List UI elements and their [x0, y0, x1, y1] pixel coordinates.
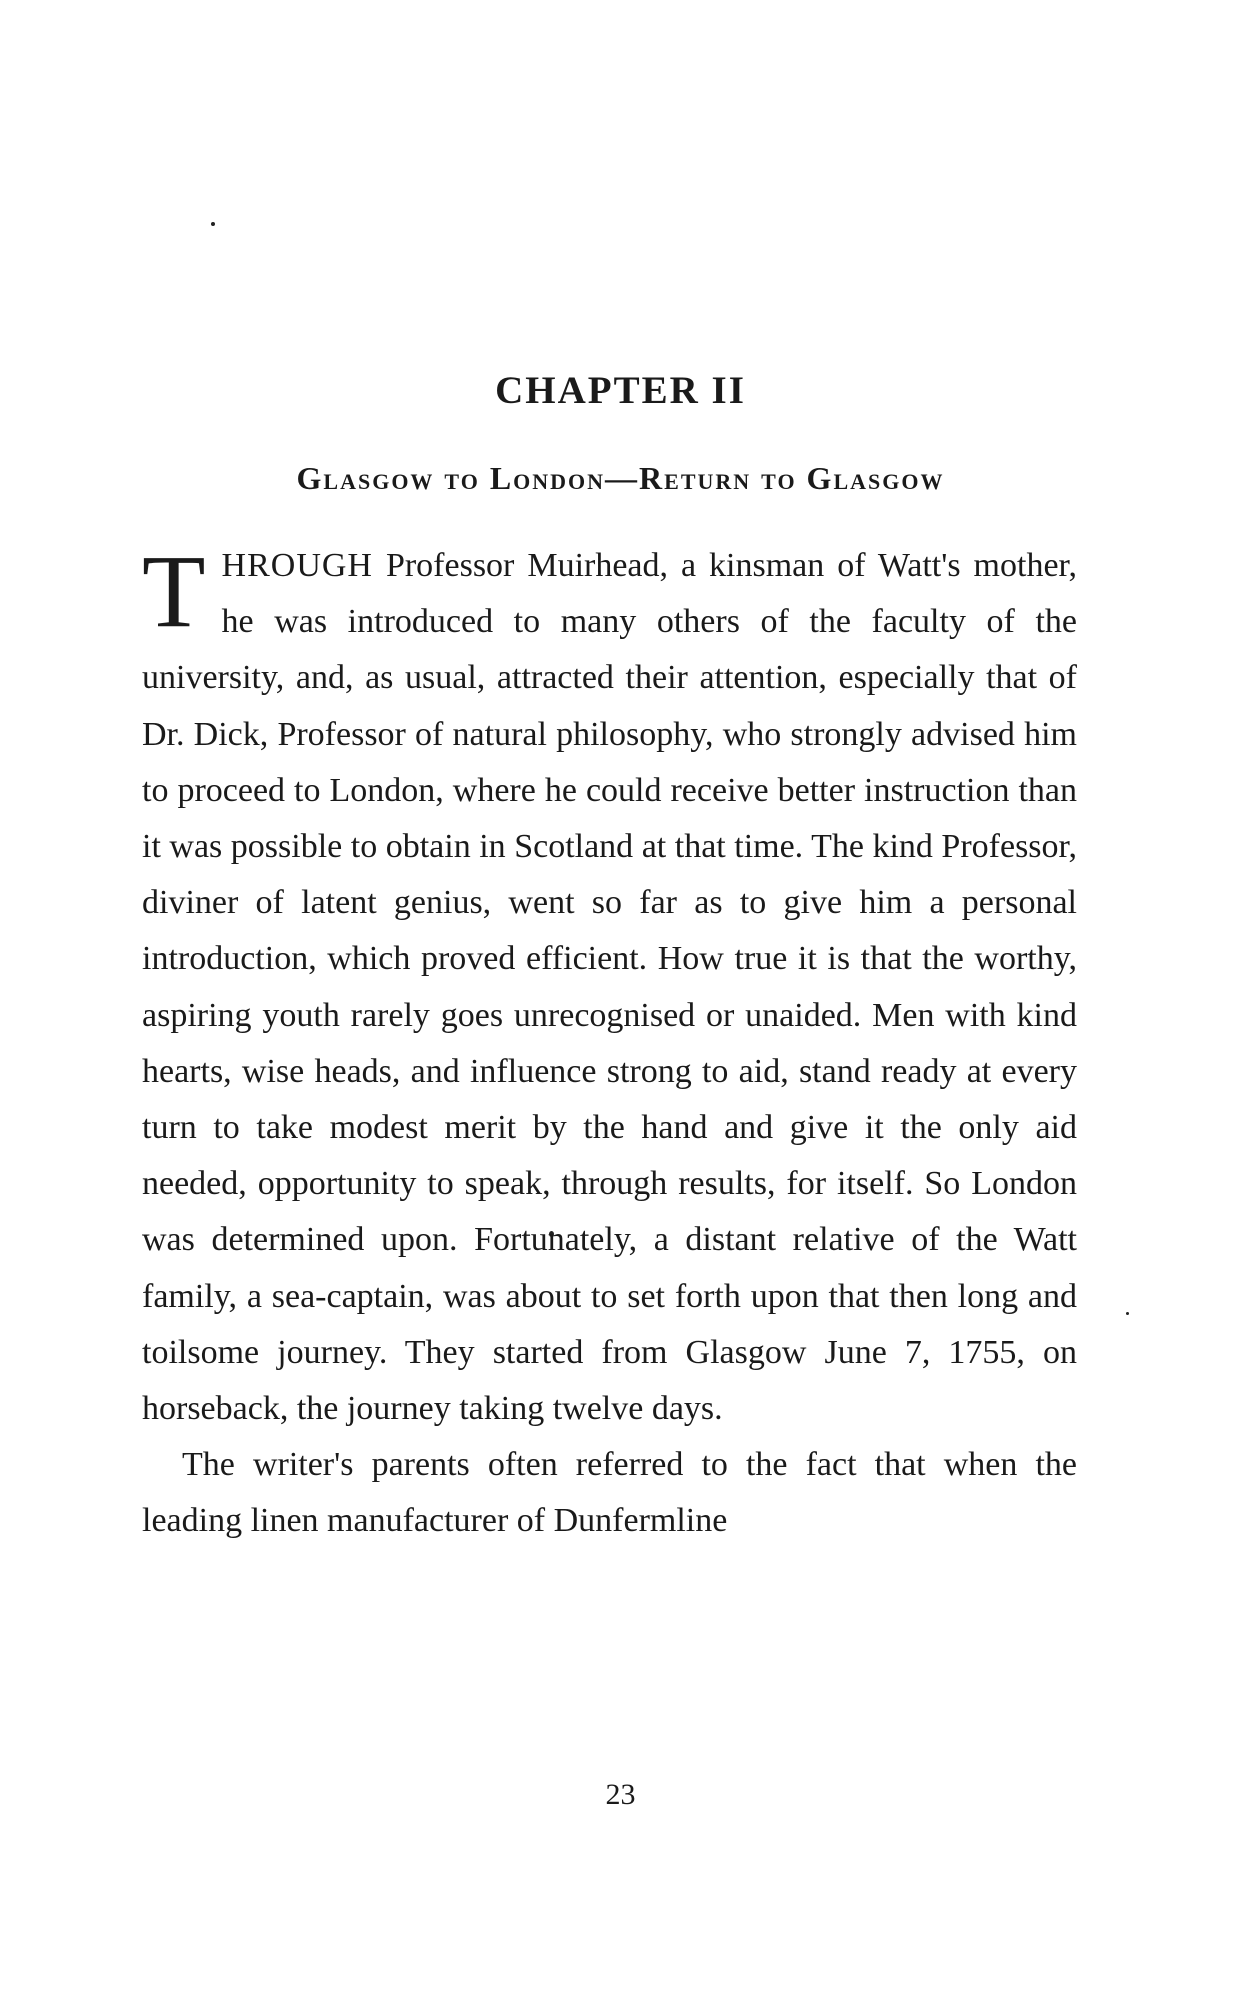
chapter-subtitle: Glasgow to London—Return to Glasgow [296, 460, 945, 496]
paragraph-1-text: Professor Muirhead, a kinsman of Watt's mother, he was introduced to many others of the faculty of the university, and, as usual, attracted their attention, especially that of Dr. Dick, Professor of natural philosophy, who strongly advised him to proceed to London, where he could receive better instruction than it was possible to obtain in Scotland at that time. The kind Professor, diviner of latent genius, went so far as to give him a personal introduction, which proved efficient. How true it is that the worthy, aspiring youth rarely goes unrecognised or unaided. Men with kind hearts, wise heads, and influence strong to aid, stand ready at every turn to take modest merit by the hand and give it the only aid needed, opportunity to speak, through results, for itself. So London was determined upon. Fortunately, a distant relative of the Watt family, a sea-captain, was about to set forth upon that then long and toilsome journey. They started from Glasgow June 7, 1755, on horseback, the journey taking twelve days. [142, 547, 1077, 1428]
body-text [142, 534, 1077, 1550]
ink-speck [211, 222, 215, 226]
drop-cap: T [142, 534, 206, 649]
paragraph-2 [142, 1437, 1077, 1549]
chapter-heading: CHAPTER II [495, 369, 746, 412]
first-word-rest: HROUGH [221, 547, 373, 584]
paragraph-2-text: The writer's parents often referred to the fact that when the leading linen manufacturer of Dunfermline [142, 1446, 1077, 1540]
page-number: 23 [605, 1778, 636, 1811]
ink-speck [1126, 1312, 1129, 1315]
paragraph-1 [142, 534, 1077, 1437]
